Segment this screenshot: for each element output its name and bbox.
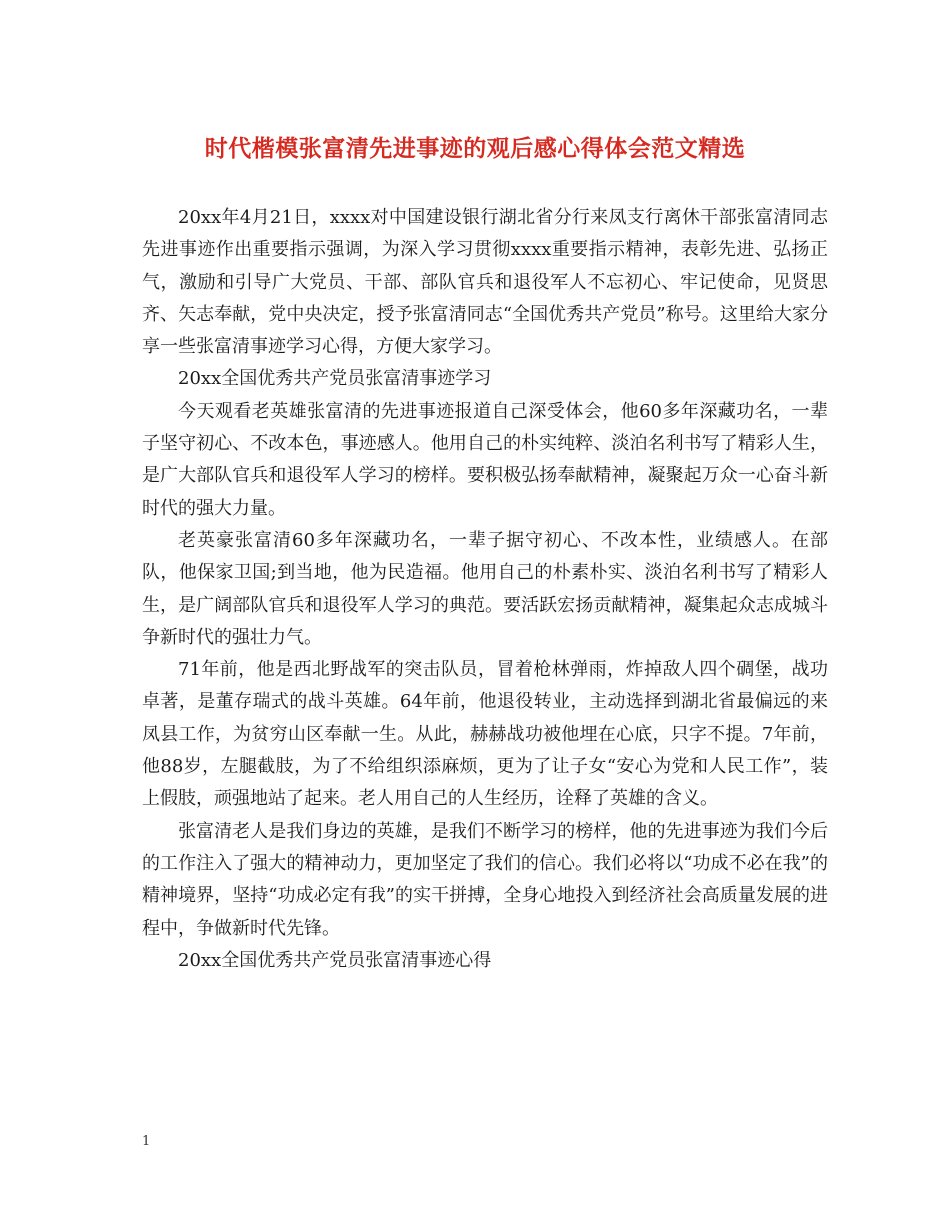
paragraph: 今天观看老英雄张富清的先进事迹报道自己深受体会，他60多年深藏功名，一辈子坚守初心、不改本色，事迹感人。他用自己的朴实纯粹、淡泊名利书写了精彩人生，是广大部队官兵和退役军人学习的榜样。要积极弘扬奉献精神，凝聚起万众一心奋斗新时代的强大力量。	[142, 400, 828, 519]
paragraph: 老英豪张富清60多年深藏功名，一辈子据守初心、不改本性，业绩感人。在部队，他保家卫国;到当地，他为民造福。他用自己的朴素朴实、淡泊名利书写了精彩人生，是广阔部队官兵和退役军人学习的典范。要活跃宏扬贡献精神，凝集起众志成城斗争新时代的强壮力气。	[142, 529, 828, 648]
document-body	[142, 202, 828, 977]
page-number: 1	[142, 1134, 151, 1149]
document-title: 时代楷模张富清先进事迹的观后感心得体会范文精选	[204, 136, 746, 162]
paragraph-intro: 20xx年4月21日，xxxx对中国建设银行湖北省分行来凤支行离休干部张富清同志先进事迹作出重要指示强调，为深入学习贯彻xxxx重要指示精神，表彰先进、弘扬正气，激励和引导广大党员、干部、部队官兵和退役军人不忘初心、牢记使命，见贤思齐、矢志奉献，党中央决定，授予张富清同志“全国优秀共产党员”称号。这里给大家分享一些张富清事迹学习心得，方便大家学习。	[142, 207, 828, 358]
paragraph: 71年前，他是西北野战军的突击队员，冒着枪林弹雨，炸掉敌人四个碉堡，战功卓著，是董存瑞式的战斗英雄。64年前，他退役转业，主动选择到湖北省最偏远的来凤县工作，为贫穷山区奉献一生。从此，赫赫战功被他埋在心底，只字不提。7年前，他88岁，左腿截肢，为了不给组织添麻烦，更为了让子女“安心为党和人民工作”，装上假肢，顽强地站了起来。老人用自己的人生经历，诠释了英雄的含义。	[142, 659, 828, 810]
paragraph: 张富清老人是我们身边的英雄，是我们不断学习的榜样，他的先进事迹为我们今后的工作注入了强大的精神动力，更加坚定了我们的信心。我们必将以“功成不必在我”的精神境界，坚持“功成必定有我”的实干拼搏，全身心地投入到经济社会高质量发展的进程中，争做新时代先锋。	[142, 820, 828, 939]
section-heading-experience: 20xx全国优秀共产党员张富清事迹心得	[178, 949, 492, 971]
section-heading-study: 20xx全国优秀共产党员张富清事迹学习	[178, 368, 492, 390]
